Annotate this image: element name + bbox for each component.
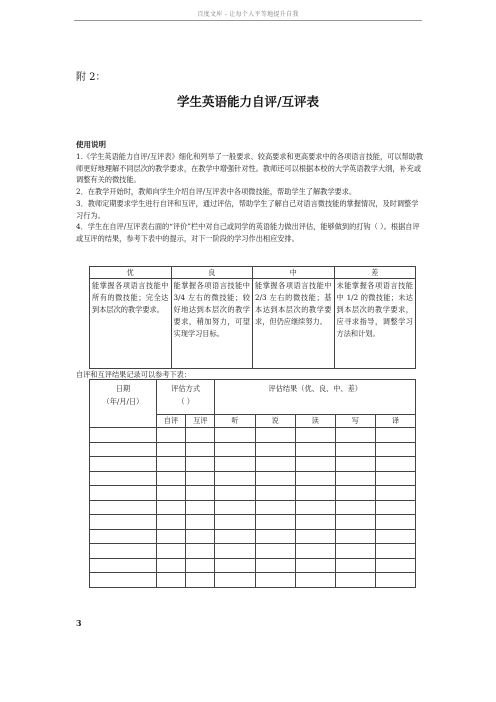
table-cell xyxy=(295,428,335,443)
subheader-speaking: 说 xyxy=(255,415,295,428)
table-cell xyxy=(335,573,375,588)
date-format: （年/月/日） xyxy=(102,397,144,406)
table-cell xyxy=(156,442,185,457)
table-cell xyxy=(375,428,415,443)
table-cell xyxy=(156,486,185,501)
table-cell xyxy=(375,573,415,588)
table-cell xyxy=(215,544,255,559)
table-cell xyxy=(186,515,215,530)
subheader-self: 自评 xyxy=(156,415,185,428)
subheader-writing: 写 xyxy=(335,415,375,428)
table-row xyxy=(90,544,416,559)
table-cell xyxy=(255,471,295,486)
document-title: 学生英语能力自评/互评表 xyxy=(176,94,320,109)
table-cell xyxy=(90,544,157,559)
table-cell xyxy=(186,529,215,544)
table-cell xyxy=(90,428,157,443)
table-cell xyxy=(375,558,415,573)
table-cell xyxy=(215,529,255,544)
table-cell xyxy=(335,428,375,443)
table-cell xyxy=(335,442,375,457)
table-cell xyxy=(335,544,375,559)
grade-desc-average: 能掌握各项语言技能中 2/3 左右的微技能；基本达到本层次的教学要求，但仍应继续努力。 xyxy=(253,279,335,369)
subheader-reading: 读 xyxy=(295,415,335,428)
table-cell xyxy=(186,544,215,559)
table-row xyxy=(90,486,416,501)
appendix-label: 附 2： xyxy=(76,72,106,83)
table-cell xyxy=(156,428,185,443)
table-cell xyxy=(186,442,215,457)
table-cell xyxy=(90,573,157,588)
instruction-paragraph-4: 4．学生在自评/互评表右面的“评价”栏中对自己或同学的英语能力做出评估，能够做到的打钩（ ）。根据自评或互评的结果，参考下表中的提示，对下一阶段的学习作出相应安排。 xyxy=(76,222,420,243)
table-cell xyxy=(215,573,255,588)
method-label: 评估方式 xyxy=(171,384,201,393)
table-cell xyxy=(156,471,185,486)
table-cell xyxy=(255,515,295,530)
method-header xyxy=(156,380,215,415)
table-cell xyxy=(215,428,255,443)
table-cell xyxy=(375,544,415,559)
table-cell xyxy=(295,573,335,588)
table-cell xyxy=(295,529,335,544)
table-cell xyxy=(255,500,295,515)
table-cell xyxy=(186,558,215,573)
date-header xyxy=(90,380,157,428)
table-cell xyxy=(375,457,415,472)
table-cell xyxy=(215,471,255,486)
table-cell xyxy=(186,428,215,443)
table-cell xyxy=(255,457,295,472)
table-row xyxy=(90,500,416,515)
subheader-listening: 听 xyxy=(215,415,255,428)
table-cell xyxy=(90,558,157,573)
grade-header-average: 中 xyxy=(253,267,335,279)
table-cell xyxy=(335,558,375,573)
table-cell xyxy=(255,486,295,501)
table-row xyxy=(90,529,416,544)
table-cell xyxy=(255,558,295,573)
subheader-peer: 互评 xyxy=(186,415,215,428)
table-row xyxy=(90,515,416,530)
table-cell xyxy=(295,486,335,501)
table-cell xyxy=(186,573,215,588)
table-cell xyxy=(375,529,415,544)
date-label: 日期 xyxy=(115,384,131,393)
table-cell xyxy=(335,457,375,472)
table-cell xyxy=(295,471,335,486)
table-cell xyxy=(215,457,255,472)
table-cell xyxy=(186,457,215,472)
table-cell xyxy=(156,573,185,588)
grade-header-poor: 差 xyxy=(334,267,416,279)
table-cell xyxy=(335,515,375,530)
table-cell xyxy=(156,457,185,472)
table-cell xyxy=(255,442,295,457)
table-cell xyxy=(90,529,157,544)
result-header: 评估结果（优、良、中、差） xyxy=(215,380,416,415)
table-cell xyxy=(295,544,335,559)
eval-table-caption: 自评和互评结果记录可以参考下表： xyxy=(76,370,192,379)
table-cell xyxy=(255,529,295,544)
table-row xyxy=(90,457,416,472)
subheader-translation: 译 xyxy=(375,415,415,428)
table-cell xyxy=(156,500,185,515)
table-cell xyxy=(156,544,185,559)
header-divider xyxy=(74,20,422,21)
table-cell xyxy=(156,515,185,530)
table-cell xyxy=(90,471,157,486)
table-cell xyxy=(186,486,215,501)
table-row xyxy=(90,573,416,588)
table-cell xyxy=(255,573,295,588)
grade-header-excellent: 优 xyxy=(90,267,172,279)
table-cell xyxy=(90,515,157,530)
table-cell xyxy=(335,486,375,501)
evaluation-record-table xyxy=(89,379,416,588)
table-cell xyxy=(186,471,215,486)
table-cell xyxy=(375,471,415,486)
table-cell xyxy=(255,544,295,559)
table-cell xyxy=(295,515,335,530)
table-cell xyxy=(255,428,295,443)
instruction-paragraph-1: 1.《学生英语能力自评/互评表》细化和列举了一般要求、较高要求和更高要求中的各项语言技能，可以帮助教师更好地理解不同层次的教学要求，在教学中增强针对性。教师还可以根据本校的大学英语教学大纲，补充或调整有关的微技能。 xyxy=(76,152,424,184)
table-cell xyxy=(375,500,415,515)
page-header: 百度文库 - 让每个人平等地提升自我 xyxy=(197,11,299,18)
table-cell xyxy=(90,486,157,501)
instruction-paragraph-3: 3．教师定期要求学生进行自评和互评，通过评估，帮助学生了解自己对语言微技能的掌握情况，及时调整学习行为。 xyxy=(76,199,419,220)
table-cell xyxy=(295,558,335,573)
instructions-heading: 使用说明 xyxy=(76,140,106,149)
table-cell xyxy=(375,486,415,501)
grade-desc-excellent: 能掌握各项语言技能中所有的微技能；完全达到本层次的教学要求。 xyxy=(90,279,172,369)
table-cell xyxy=(215,500,255,515)
table-row xyxy=(90,442,416,457)
table-cell xyxy=(90,442,157,457)
table-cell xyxy=(335,471,375,486)
table-cell xyxy=(215,515,255,530)
method-check: （ ） xyxy=(177,397,194,406)
table-cell xyxy=(156,529,185,544)
table-row xyxy=(90,428,416,443)
table-cell xyxy=(295,500,335,515)
table-cell xyxy=(375,515,415,530)
table-row xyxy=(90,558,416,573)
page-number: 3 xyxy=(76,618,82,628)
table-cell xyxy=(90,457,157,472)
table-cell xyxy=(90,500,157,515)
table-cell xyxy=(375,442,415,457)
table-cell xyxy=(156,558,185,573)
instruction-paragraph-2: 2．在教学开始时，教师向学生介绍自评/互评表中各项微技能，帮助学生了解教学要求。 xyxy=(76,187,357,196)
table-cell xyxy=(215,442,255,457)
table-cell xyxy=(335,500,375,515)
grade-header-good: 良 xyxy=(171,267,253,279)
table-row xyxy=(90,471,416,486)
table-cell xyxy=(186,500,215,515)
grade-desc-poor: 未能掌握各项语言技能中 1/2 的微技能；未达到本层次的教学要求，应寻求指导，调整学习方法和计划。 xyxy=(334,279,416,369)
grade-criteria-table xyxy=(89,266,416,369)
table-cell xyxy=(295,457,335,472)
table-cell xyxy=(215,486,255,501)
table-cell xyxy=(295,442,335,457)
table-cell xyxy=(215,558,255,573)
table-cell xyxy=(335,529,375,544)
grade-desc-good: 能掌握各项语言技能中 3/4 左右的微技能；较好地达到本层次的教学要求，稍加努力，可望实现学习目标。 xyxy=(171,279,253,369)
